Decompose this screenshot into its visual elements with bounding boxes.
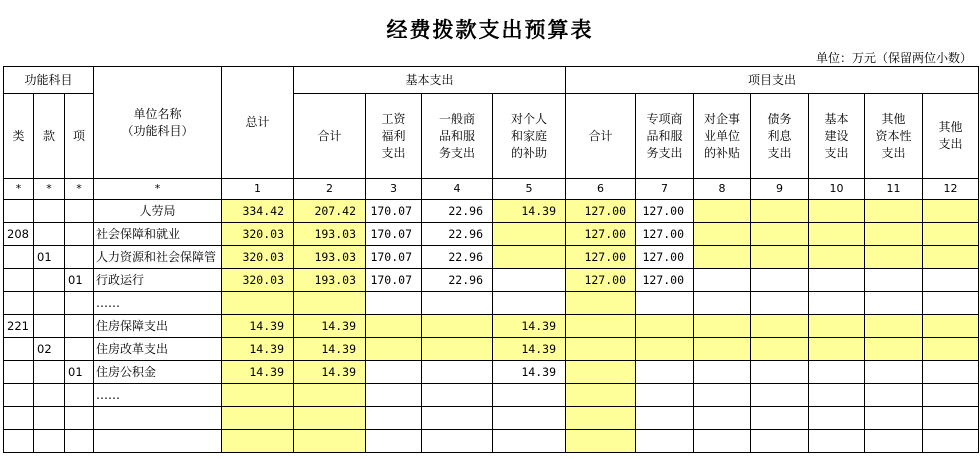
kuan-header: 款	[34, 94, 65, 179]
amount-cell	[694, 430, 751, 453]
func-subject-header: 功能科目	[4, 67, 94, 94]
amount-cell	[923, 292, 979, 315]
amount-cell	[422, 430, 493, 453]
amount-cell	[636, 361, 694, 384]
unit-name-header	[94, 67, 222, 179]
table-row	[4, 407, 979, 430]
amount-cell: 193.03	[294, 246, 366, 269]
amount-cell	[923, 430, 979, 453]
amount-cell	[566, 384, 636, 407]
amount-cell: 127.00	[636, 246, 694, 269]
amount-cell	[366, 384, 422, 407]
amount-cell	[809, 338, 865, 361]
amount-cell: 127.00	[636, 223, 694, 246]
kuan-code-cell	[34, 361, 65, 384]
column-index-cell: *	[94, 179, 222, 200]
amount-cell	[566, 407, 636, 430]
amount-cell: 170.07	[366, 269, 422, 292]
lei-code-cell	[4, 338, 34, 361]
lei-code-cell	[4, 292, 34, 315]
amount-cell	[751, 384, 809, 407]
amount-cell: 193.03	[294, 223, 366, 246]
xiang-code-cell	[65, 384, 94, 407]
amount-cell	[865, 338, 923, 361]
amount-cell	[294, 292, 366, 315]
kuan-code-cell	[34, 269, 65, 292]
project-col-header-line: 对企事	[703, 111, 740, 126]
kuan-code-cell	[34, 430, 65, 453]
amount-cell	[566, 292, 636, 315]
project-col-header-line: 业单位	[703, 128, 740, 143]
amount-cell	[809, 407, 865, 430]
column-index-cell: 12	[923, 179, 979, 200]
xiang-code-cell	[65, 292, 94, 315]
amount-cell	[865, 430, 923, 453]
amount-cell	[493, 292, 566, 315]
column-index-cell: *	[65, 179, 94, 200]
table-row	[4, 223, 979, 246]
amount-cell	[566, 430, 636, 453]
basic-expense-header: 基本支出	[294, 67, 566, 94]
column-index-cell: *	[4, 179, 34, 200]
project-col-header-line: 基本	[824, 111, 849, 126]
amount-cell: 14.39	[222, 338, 294, 361]
column-index-cell: 11	[865, 179, 923, 200]
kuan-code-cell: 01	[34, 246, 65, 269]
project-col-header-line: 支出	[767, 145, 792, 160]
amount-cell	[751, 407, 809, 430]
lei-code-cell	[4, 361, 34, 384]
project-col-header	[566, 94, 636, 179]
xiang-code-cell	[65, 223, 94, 246]
unit-name-cell: 人劳局	[94, 200, 222, 223]
table-row	[4, 292, 979, 315]
project-col-header	[751, 94, 809, 179]
column-index-cell: 4	[422, 179, 493, 200]
kuan-code-cell	[34, 384, 65, 407]
unit-name-cell	[94, 430, 222, 453]
amount-cell	[865, 315, 923, 338]
amount-cell	[809, 292, 865, 315]
kuan-code-cell	[34, 407, 65, 430]
project-col-header-line: 的补贴	[703, 145, 740, 160]
amount-cell: 320.03	[222, 269, 294, 292]
amount-cell: 127.00	[566, 269, 636, 292]
kuan-code-cell	[34, 223, 65, 246]
xiang-code-cell: 01	[65, 361, 94, 384]
amount-cell	[923, 361, 979, 384]
basic-col-header-line: 支出	[381, 145, 406, 160]
amount-cell: 170.07	[366, 200, 422, 223]
unit-name-cell: 人力资源和社会保障管	[94, 246, 222, 269]
amount-cell	[636, 430, 694, 453]
page-title: 经费拨款支出预算表	[386, 17, 594, 42]
amount-cell	[865, 384, 923, 407]
amount-cell: 320.03	[222, 223, 294, 246]
amount-cell	[694, 315, 751, 338]
amount-cell	[865, 407, 923, 430]
amount-cell: 22.96	[422, 269, 493, 292]
amount-cell	[923, 223, 979, 246]
lei-code-cell	[4, 430, 34, 453]
amount-cell	[923, 315, 979, 338]
amount-cell: 22.96	[422, 223, 493, 246]
basic-col-header-line: 一般商	[438, 111, 475, 126]
lei-code-cell	[4, 407, 34, 430]
project-col-header-line: 合计	[588, 128, 613, 143]
kuan-code-cell: 02	[34, 338, 65, 361]
amount-cell: 14.39	[222, 361, 294, 384]
amount-cell	[422, 315, 493, 338]
amount-cell	[493, 384, 566, 407]
table-row	[4, 315, 979, 338]
unit-name-cell: 住房改革支出	[94, 338, 222, 361]
amount-cell	[694, 384, 751, 407]
basic-col-header	[294, 94, 366, 179]
amount-cell	[865, 200, 923, 223]
project-col-header-line: 建设	[824, 128, 849, 143]
amount-cell	[694, 269, 751, 292]
amount-cell	[751, 200, 809, 223]
amount-cell	[366, 315, 422, 338]
amount-cell	[222, 430, 294, 453]
basic-col-header-line: 合计	[317, 128, 342, 143]
amount-cell: 14.39	[294, 338, 366, 361]
amount-cell	[222, 384, 294, 407]
project-col-header	[923, 94, 979, 179]
amount-cell: 127.00	[566, 246, 636, 269]
amount-cell	[422, 384, 493, 407]
table-row	[4, 430, 979, 453]
budget-table	[3, 66, 979, 453]
amount-cell: 14.39	[493, 338, 566, 361]
amount-cell	[865, 361, 923, 384]
amount-cell: 127.00	[566, 200, 636, 223]
column-index-cell: *	[34, 179, 65, 200]
table-row	[4, 246, 979, 269]
unit-name-cell: 住房保障支出	[94, 315, 222, 338]
amount-cell: 22.96	[422, 246, 493, 269]
lei-code-cell	[4, 246, 34, 269]
project-col-header-line: 支出	[824, 145, 849, 160]
amount-cell: 127.00	[636, 200, 694, 223]
amount-cell: 127.00	[566, 223, 636, 246]
unit-name-cell: ……	[94, 384, 222, 407]
project-col-header	[809, 94, 865, 179]
unit-name-header-line1: 单位名称	[133, 106, 182, 121]
amount-cell	[809, 269, 865, 292]
amount-cell	[636, 338, 694, 361]
amount-cell	[636, 384, 694, 407]
amount-cell	[809, 315, 865, 338]
amount-cell	[493, 430, 566, 453]
unit-name-cell: 住房公积金	[94, 361, 222, 384]
amount-cell: 170.07	[366, 246, 422, 269]
amount-cell	[809, 200, 865, 223]
amount-cell	[809, 361, 865, 384]
amount-cell	[751, 338, 809, 361]
amount-cell	[366, 338, 422, 361]
project-col-header	[694, 94, 751, 179]
column-index-cell: 10	[809, 179, 865, 200]
project-expense-header: 项目支出	[566, 67, 979, 94]
lei-code-cell	[4, 200, 34, 223]
amount-cell	[751, 269, 809, 292]
table-row	[4, 338, 979, 361]
kuan-code-cell	[34, 200, 65, 223]
xiang-code-cell	[65, 338, 94, 361]
project-col-header-line: 支出	[938, 137, 963, 151]
amount-cell	[923, 200, 979, 223]
basic-col-header	[422, 94, 493, 179]
amount-cell: 320.03	[222, 246, 294, 269]
amount-cell: 170.07	[366, 223, 422, 246]
amount-cell	[923, 246, 979, 269]
amount-cell	[751, 223, 809, 246]
table-row	[4, 269, 979, 292]
basic-col-header	[366, 94, 422, 179]
basic-col-header-line: 对个人	[510, 111, 547, 126]
column-index-cell: 6	[566, 179, 636, 200]
amount-cell	[923, 269, 979, 292]
project-col-header-line: 其他	[938, 120, 963, 134]
unit-name-header-line2: （功能科目）	[121, 123, 194, 138]
project-col-header-line: 债务	[767, 111, 792, 126]
unit-note: 单位：万元（保留两位小数）	[815, 51, 972, 65]
lei-code-cell	[4, 384, 34, 407]
amount-cell	[751, 361, 809, 384]
unit-name-cell: 社会保障和就业	[94, 223, 222, 246]
lei-code-cell	[4, 269, 34, 292]
table-row	[4, 361, 979, 384]
amount-cell	[636, 407, 694, 430]
unit-name-cell: ……	[94, 292, 222, 315]
amount-cell	[923, 407, 979, 430]
amount-cell	[865, 292, 923, 315]
xiang-code-cell	[65, 315, 94, 338]
amount-cell	[694, 223, 751, 246]
kuan-code-cell	[34, 292, 65, 315]
xiang-code-cell	[65, 430, 94, 453]
basic-col-header-line: 和家庭	[510, 128, 547, 143]
amount-cell	[694, 407, 751, 430]
unit-name-cell: 行政运行	[94, 269, 222, 292]
amount-cell	[422, 292, 493, 315]
amount-cell	[865, 269, 923, 292]
project-col-header	[865, 94, 923, 179]
kuan-code-cell	[34, 315, 65, 338]
amount-cell: 334.42	[222, 200, 294, 223]
amount-cell	[751, 246, 809, 269]
amount-cell	[636, 315, 694, 338]
project-col-header-line: 品和服	[646, 128, 683, 143]
project-col-header-line: 资本性	[875, 128, 912, 143]
amount-cell	[366, 430, 422, 453]
amount-cell	[493, 269, 566, 292]
lei-code-cell: 221	[4, 315, 34, 338]
basic-col-header-line: 工资	[381, 111, 406, 126]
xiang-code-cell	[65, 407, 94, 430]
amount-cell	[809, 246, 865, 269]
project-col-header-line: 专项商	[646, 111, 683, 126]
amount-cell	[366, 292, 422, 315]
amount-cell	[923, 338, 979, 361]
amount-cell: 14.39	[493, 200, 566, 223]
lei-header: 类	[4, 94, 34, 179]
amount-cell	[422, 361, 493, 384]
amount-cell	[865, 223, 923, 246]
project-col-header-line: 其他	[881, 111, 906, 126]
total-header: 总计	[222, 67, 294, 179]
amount-cell	[923, 384, 979, 407]
amount-cell: 127.00	[636, 269, 694, 292]
column-index-cell: 8	[694, 179, 751, 200]
amount-cell	[566, 361, 636, 384]
xiang-header: 项	[65, 94, 94, 179]
amount-cell: 207.42	[294, 200, 366, 223]
amount-cell	[294, 430, 366, 453]
amount-cell: 14.39	[294, 315, 366, 338]
project-col-header	[636, 94, 694, 179]
project-col-header-line: 务支出	[646, 145, 683, 160]
amount-cell	[366, 407, 422, 430]
amount-cell	[422, 407, 493, 430]
amount-cell	[694, 292, 751, 315]
basic-col-header-line: 福利	[381, 128, 406, 143]
project-col-header-line: 利息	[767, 128, 792, 143]
amount-cell: 22.96	[422, 200, 493, 223]
amount-cell	[865, 246, 923, 269]
column-index-cell: 9	[751, 179, 809, 200]
lei-code-cell: 208	[4, 223, 34, 246]
amount-cell	[294, 407, 366, 430]
basic-col-header	[493, 94, 566, 179]
column-index-cell: 7	[636, 179, 694, 200]
amount-cell: 14.39	[493, 361, 566, 384]
amount-cell	[694, 361, 751, 384]
amount-cell	[493, 407, 566, 430]
amount-cell: 14.39	[493, 315, 566, 338]
basic-col-header-line: 务支出	[438, 145, 475, 160]
amount-cell	[366, 361, 422, 384]
amount-cell	[751, 292, 809, 315]
xiang-code-cell	[65, 246, 94, 269]
amount-cell	[751, 430, 809, 453]
basic-col-header-line: 的补助	[510, 145, 547, 160]
column-index-cell: 2	[294, 179, 366, 200]
project-col-header-line: 支出	[881, 145, 906, 160]
column-index-cell: 1	[222, 179, 294, 200]
amount-cell	[636, 292, 694, 315]
amount-cell	[222, 407, 294, 430]
amount-cell	[422, 338, 493, 361]
amount-cell	[566, 315, 636, 338]
column-index-cell: 5	[493, 179, 566, 200]
xiang-code-cell	[65, 200, 94, 223]
amount-cell: 193.03	[294, 269, 366, 292]
amount-cell	[694, 338, 751, 361]
amount-cell	[493, 246, 566, 269]
column-index-cell: 3	[366, 179, 422, 200]
xiang-code-cell: 01	[65, 269, 94, 292]
amount-cell	[493, 223, 566, 246]
amount-cell	[222, 292, 294, 315]
basic-col-header-line: 品和服	[438, 128, 475, 143]
table-row	[4, 200, 979, 223]
amount-cell	[809, 223, 865, 246]
amount-cell	[809, 384, 865, 407]
table-row	[4, 384, 979, 407]
amount-cell	[809, 430, 865, 453]
amount-cell	[694, 246, 751, 269]
amount-cell	[566, 338, 636, 361]
amount-cell	[751, 315, 809, 338]
amount-cell: 14.39	[294, 361, 366, 384]
amount-cell	[294, 384, 366, 407]
unit-name-cell	[94, 407, 222, 430]
amount-cell	[694, 200, 751, 223]
amount-cell: 14.39	[222, 315, 294, 338]
